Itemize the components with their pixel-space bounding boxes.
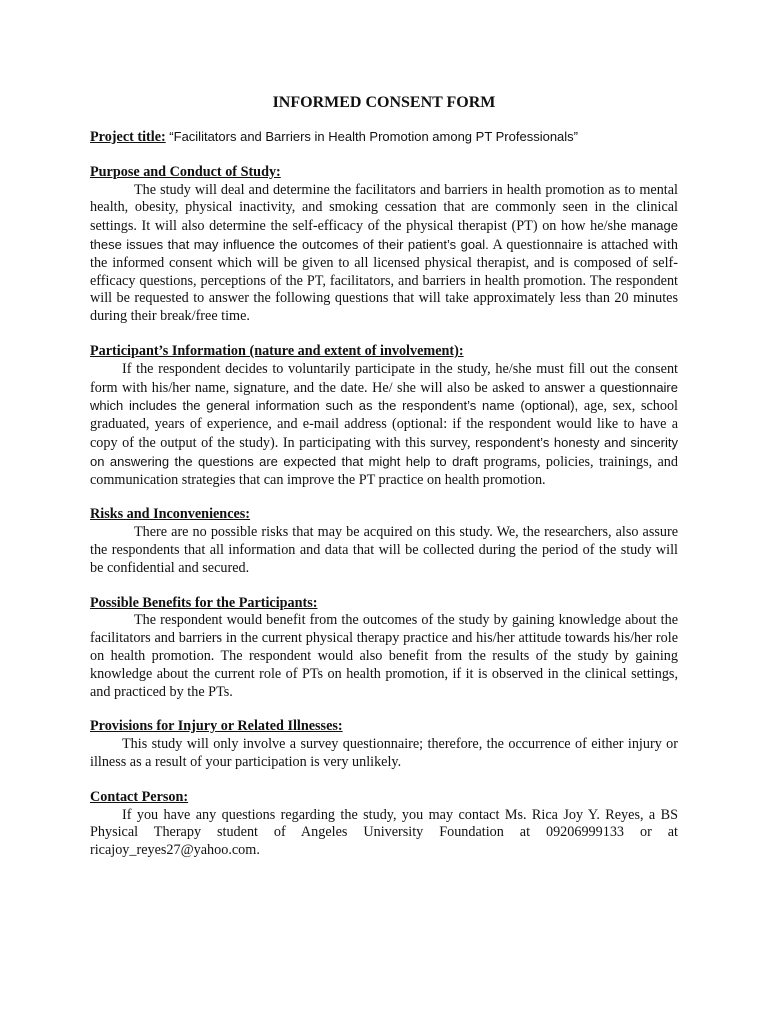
section-heading: Contact Person: xyxy=(90,788,189,805)
paragraph-text: respondent’s honesty and sincerity on answering the questions are expected that might help to draft xyxy=(90,434,678,469)
section-paragraph: This study will only involve a survey questionnaire; therefore, the occurrence of either injury or illness as a result of your participation is very unlikely. xyxy=(90,736,678,770)
paragraph-text: questionnaire which includes the general information such as the respondent’s name (optional), xyxy=(90,379,678,414)
section-heading: Provisions for Injury or Related Illnesses: xyxy=(90,718,343,735)
section-paragraph: If you have any questions regarding the study, you may contact Ms. Rica Joy Y. Reyes, a BS Physical Therapy student of Angeles University Foundation at 09206999133 or at ricajoy_reyes27@yahoo.com. xyxy=(90,806,678,859)
section-heading: Risks and Inconveniences: xyxy=(90,506,251,523)
project-title-line xyxy=(90,128,678,147)
project-title-value: “Facilitators and Barriers in Health Promotion among PT Professionals” xyxy=(169,129,579,144)
project-title-label: Project title: xyxy=(90,129,166,145)
section-paragraph: There are no possible risks that may be acquired on this study. We, the researchers, also assure the respondents that all information and data that will be collected during the period of the study will be confidential and secured. xyxy=(90,524,678,576)
document-title: INFORMED CONSENT FORM xyxy=(272,94,496,111)
paragraph-text: manage these issues that may influence the outcomes of their patient’s goal. xyxy=(90,218,678,252)
paragraph-text: age, sex, school graduated, years of experience, and e-mail address (optional: if the respondent would like to have a copy of the output of the study). In participating with this survey, xyxy=(90,398,678,451)
section-injury-provisions xyxy=(90,718,678,771)
section-paragraph: The respondent would benefit from the outcomes of the study by gaining knowledge about the facilitators and barriers in the current physical therapy practice and his/her attitude towards his/her role on health promotion. The respondent would also benefit from the results of the study by gaining knowledge about the current role of PTs on health promotion, if it is observed in the clinical settings, and practiced by the PTs. xyxy=(90,612,678,700)
document-body xyxy=(90,93,678,877)
paragraph-text: The study will deal and determine the facilitators and barriers in health promotion as to mental health, obesity, physical inactivity, and smoking cessation that are commonly seen in the clinical settings. It will also determine the self-efficacy of the physical therapist (PT) on how he/she xyxy=(90,181,678,235)
section-paragraph xyxy=(90,182,678,326)
section-contact-person xyxy=(90,789,678,860)
paragraph-text: If the respondent decides to voluntarily participate in the study, he/she must fill out the consent form with his/her name, signature, and the date. He/ she will also be asked to answer a xyxy=(90,360,678,396)
section-risks xyxy=(90,506,678,577)
section-benefits xyxy=(90,595,678,702)
paragraph-text: A questionnaire is attached with the informed consent which will be given to all licensed physical therapist, and is composed of self-efficacy questions, perceptions of the PT, facilitators, and barriers in health promotion. The respondent will be requested to answer the following questions that will take approximately less than 20 minutes during their break/free time. xyxy=(90,236,678,325)
section-participant-information xyxy=(90,343,678,489)
section-heading: Possible Benefits for the Participants: xyxy=(90,594,318,611)
section-heading: Participant’s Information (nature and extent of involvement): xyxy=(90,342,464,359)
section-paragraph xyxy=(90,361,678,490)
section-purpose xyxy=(90,164,678,326)
section-heading: Purpose and Conduct of Study: xyxy=(90,163,281,180)
paragraph-text: programs, policies, trainings, and communication strategies that can improve the PT practice on health promotion. xyxy=(90,453,678,488)
